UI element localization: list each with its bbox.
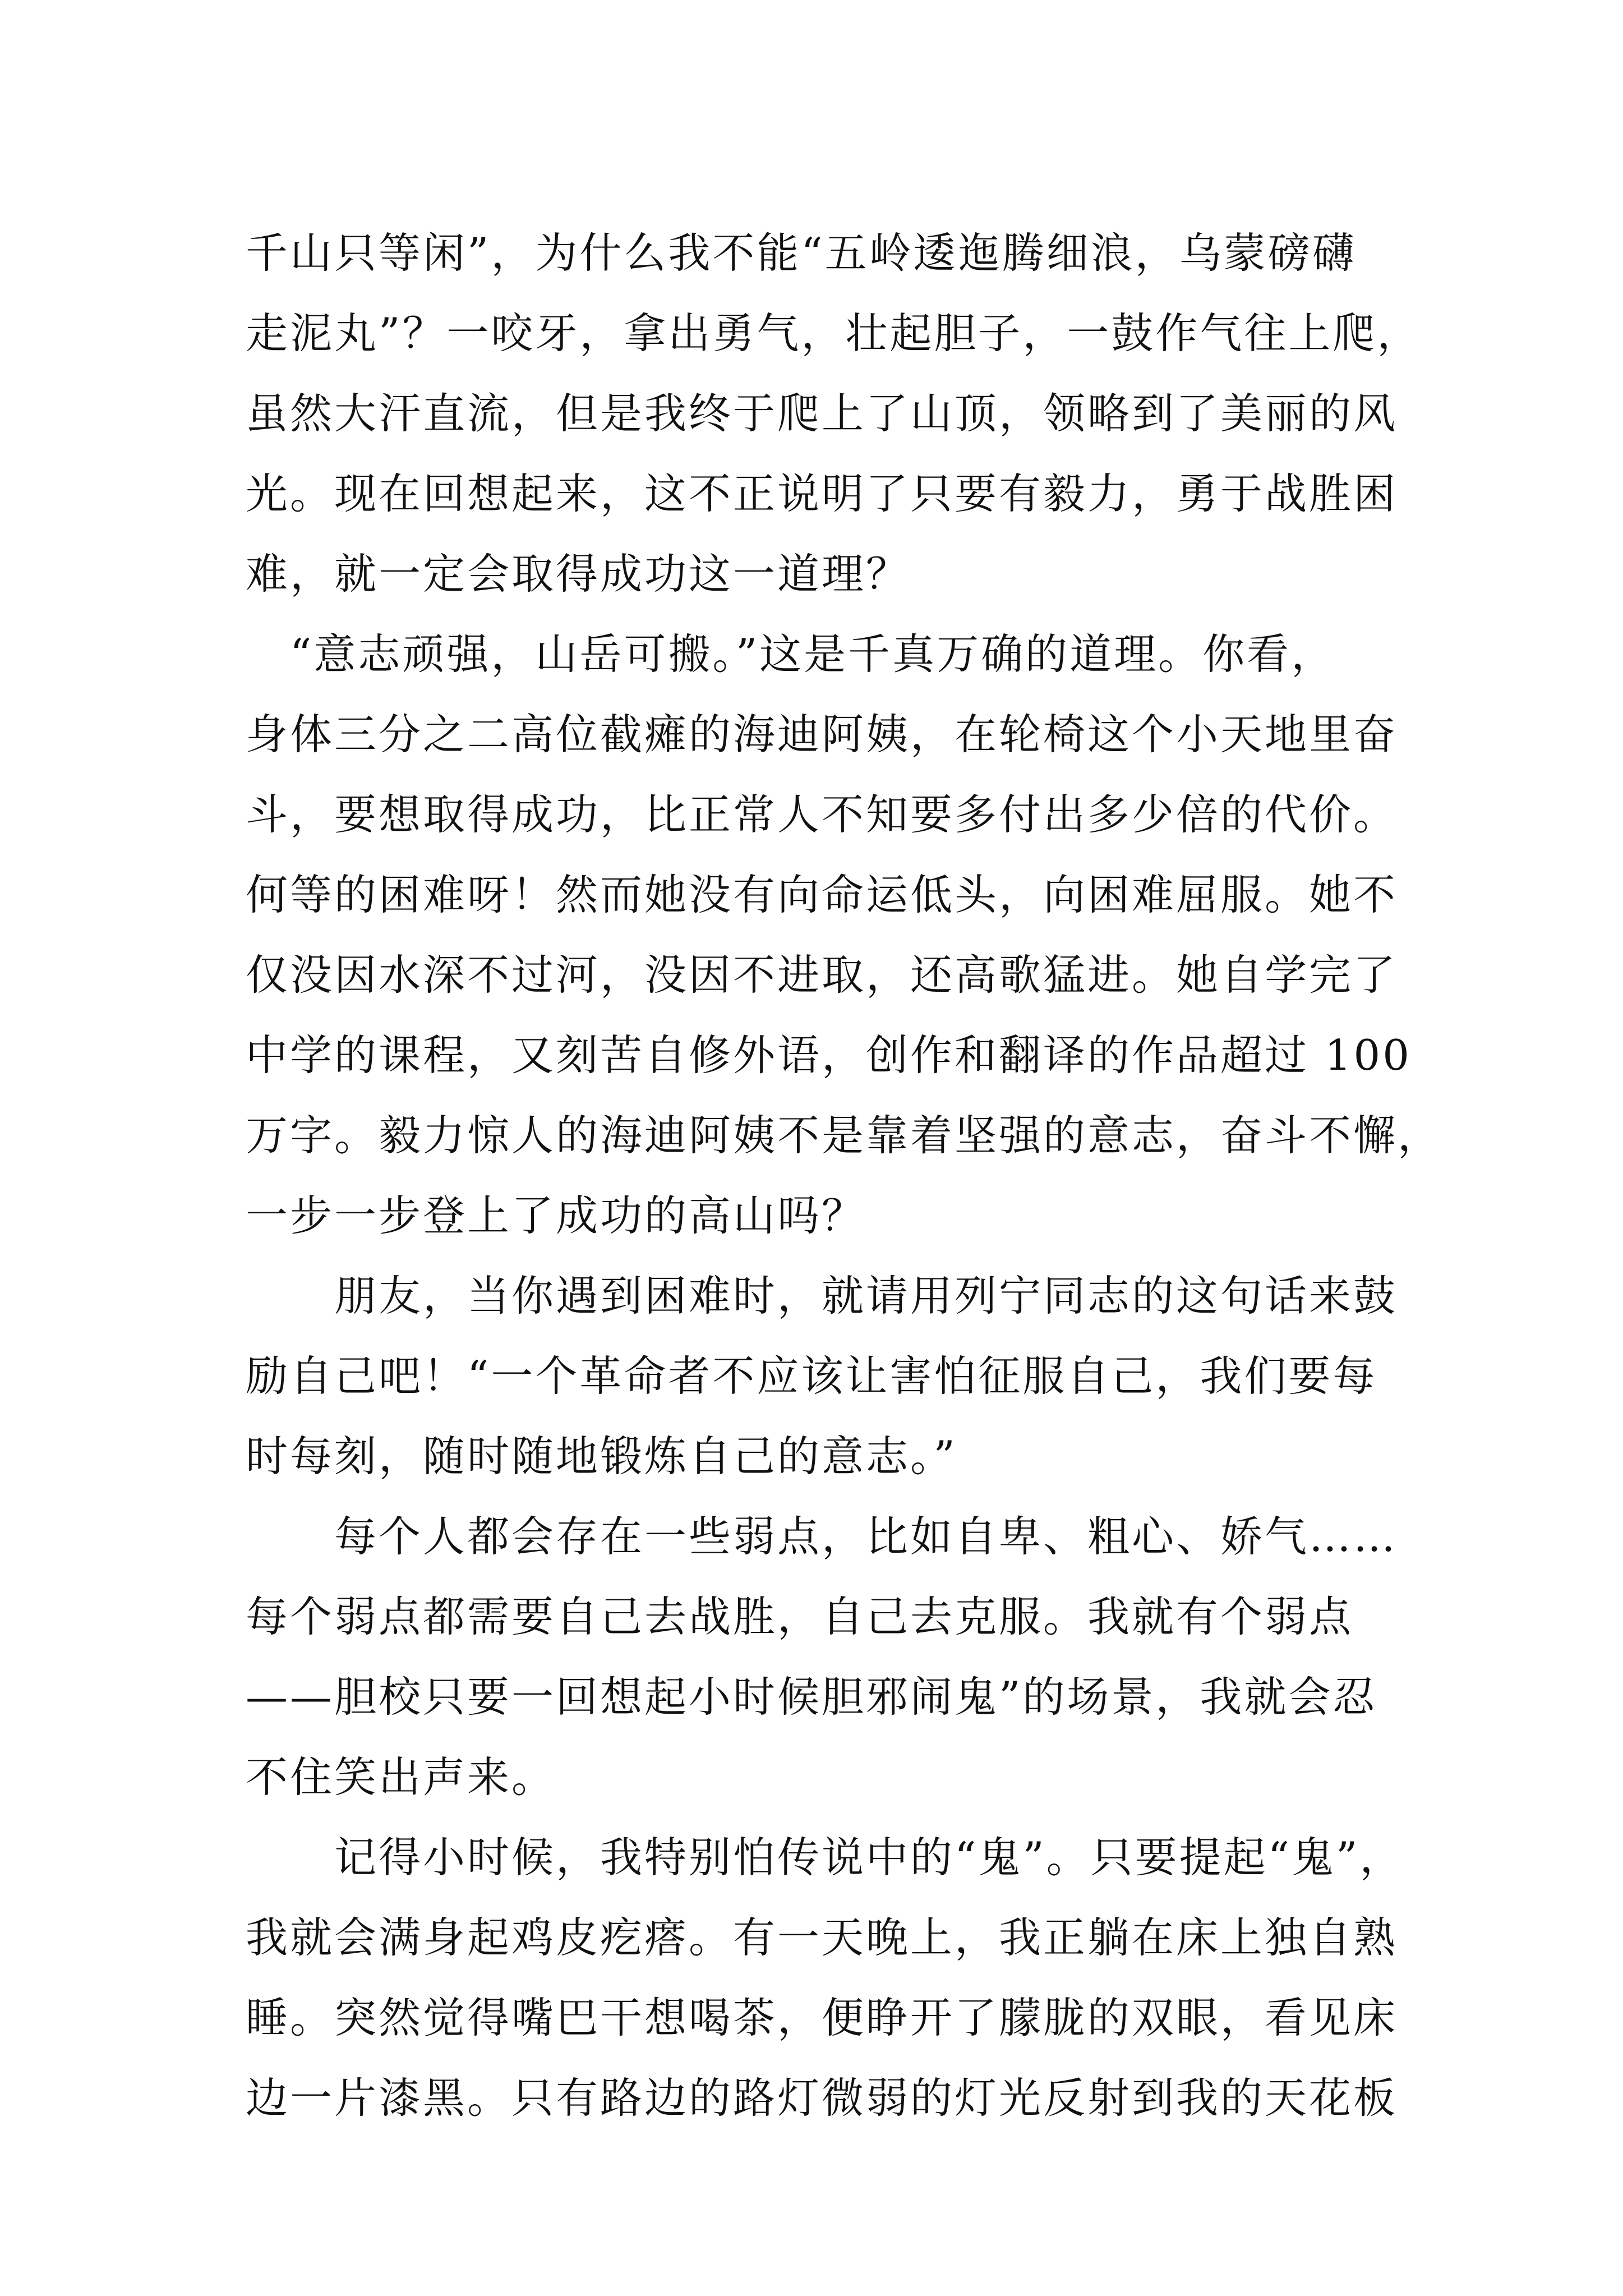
text-line: 万字。毅力惊人的海迪阿姨不是靠着坚强的意志，奋斗不懈， xyxy=(246,1111,1442,1160)
text-line: 何等的困难呀！然而她没有向命运低头，向困难屈服。她不 xyxy=(246,870,1398,919)
text-line: 斗，要想取得成功，比正常人不知要多付出多少倍的代价。 xyxy=(246,790,1398,839)
text-line: 光。现在回想起来，这不正说明了只要有毅力，勇于战胜困 xyxy=(246,469,1398,518)
text-line: 励自己吧！“一个革命者不应该让害怕征服自己，我们要每 xyxy=(246,1351,1377,1401)
text-line: 仅没因水深不过河，没因不进取，还高歌猛进。她自学完了 xyxy=(246,950,1398,1000)
text-line: 每个人都会存在一些弱点，比如自卑、粗心、娇气…… xyxy=(246,1512,1398,1561)
text-line: 每个弱点都需要自己去战胜，自己去克服。我就有个弱点 xyxy=(246,1592,1354,1641)
text-line: 难，就一定会取得成功这一道理？ xyxy=(246,549,911,599)
text-line: 记得小时候，我特别怕传说中的“鬼”。只要提起“鬼”， xyxy=(246,1833,1404,1882)
text-line: 走泥丸”？一咬牙，拿出勇气，壮起胆子，一鼓作气往上爬， xyxy=(246,309,1422,358)
text-line: “意志顽强，山岳可搬。”这是千真万确的道理。你看， xyxy=(246,629,1336,679)
text-line: 朋友，当你遇到困难时，就请用列宁同志的这句话来鼓 xyxy=(246,1271,1398,1320)
text-line: ——胆校只要一回想起小时候胆邪闹鬼”的场景，我就会忍 xyxy=(246,1672,1377,1722)
text-line: 一步一步登上了成功的高山吗？ xyxy=(246,1191,866,1240)
text-line: 虽然大汗直流，但是我终于爬上了山顶，领略到了美丽的风 xyxy=(246,389,1398,438)
text-line: 我就会满身起鸡皮疙瘩。有一天晚上，我正躺在床上独自熟 xyxy=(246,1913,1398,1962)
text-line: 身体三分之二高位截瘫的海迪阿姨，在轮椅这个小天地里奋 xyxy=(246,710,1398,759)
text-line: 时每刻，随时随地锻炼自己的意志。” xyxy=(246,1432,957,1481)
text-line: 睡。突然觉得嘴巴干想喝茶，便睁开了朦胧的双眼，看见床 xyxy=(246,1993,1398,2042)
text-line: 千山只等闲”，为什么我不能“五岭逶迤腾细浪，乌蒙磅礴 xyxy=(246,228,1357,278)
text-line: 不住笑出声来。 xyxy=(246,1752,556,1802)
text-line: 中学的课程，又刻苦自修外语，创作和翻译的作品超过 100 xyxy=(246,1030,1412,1080)
text-line: 边一片漆黑。只有路边的路灯微弱的灯光反射到我的天花板 xyxy=(246,2073,1398,2123)
body-text xyxy=(246,213,1451,2138)
